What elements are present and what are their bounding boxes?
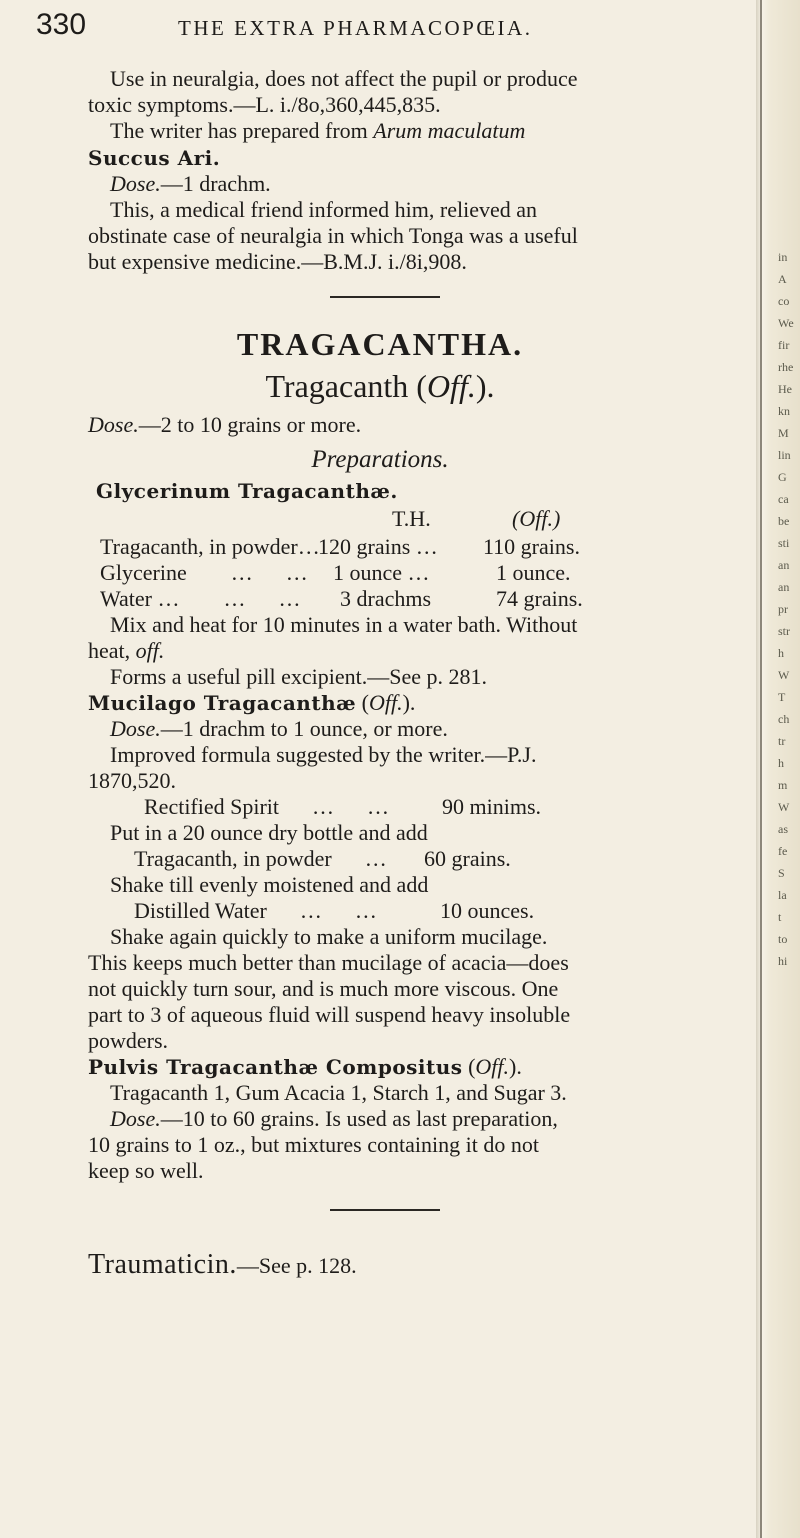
facing-page-fragment: to — [778, 932, 788, 946]
mucilago-rect-value: 90 minims. — [442, 794, 542, 819]
facing-page-fragment: be — [778, 514, 790, 528]
facing-page-fragment: A — [778, 272, 787, 286]
pulvis-line-4: keep so well. — [88, 1158, 204, 1183]
table-row-2-th: 1 ounce … — [333, 560, 430, 585]
mucilago-water-label: Distilled Water … … — [134, 898, 377, 923]
traumaticin-heading: Traumaticin. — [88, 1249, 237, 1280]
facing-page-fragment: t — [778, 910, 782, 924]
mucilago-heading-italic: Off. — [368, 690, 403, 715]
table-row-3-th: 3 drachms — [340, 586, 432, 611]
pulvis-heading — [88, 1054, 522, 1080]
tragacanth-subheading — [0, 368, 760, 405]
section-divider-1 — [330, 296, 440, 298]
table-row-2-off: 1 ounce. — [496, 560, 571, 585]
mucilago-trag-label: Tragacanth, in powder … — [134, 846, 387, 871]
glycerinum-heading: Glycerinum Tragacanthæ. — [96, 479, 398, 503]
mucilago-heading — [88, 690, 415, 716]
tragacanth-dose-label: Dose. — [88, 412, 139, 437]
page-number: 330 — [36, 8, 87, 41]
pulvis-dose-label: Dose. — [110, 1106, 161, 1131]
mucilago-body-2: This keeps much better than mucilage of acacia—does — [88, 950, 569, 975]
mucilago-heading-name: Mucilago Tragacanthæ — [88, 691, 357, 715]
mucilago-shake: Shake till evenly moistened and add — [110, 872, 429, 897]
facing-page-fragment: We — [778, 316, 794, 330]
pulvis-line-3: 10 grains to 1 oz., but mixtures containing it do not — [88, 1132, 539, 1157]
succus-note-1: This, a medical friend informed him, relieved an — [110, 197, 538, 222]
facing-page-fragment: lin — [778, 448, 791, 462]
table-row-2-ingredient: Glycerine … … — [100, 560, 308, 585]
intro-line-3-italic: Arum maculatum — [373, 118, 526, 143]
tragacanth-dose — [88, 412, 361, 438]
tragacanth-dose-text: —2 to 10 grains or more. — [138, 412, 362, 437]
mucilago-body-4: part to 3 of aqueous fluid will suspend heavy insoluble — [88, 1002, 571, 1027]
pulvis-heading-paren: ( — [462, 1054, 476, 1079]
mucilago-heading-paren: ( — [356, 690, 369, 715]
tragacanth-subheading-end: ). — [475, 368, 495, 404]
facing-page-fragment: He — [778, 382, 792, 396]
mucilago-water-value: 10 ounces. — [440, 898, 535, 923]
intro-line-1: Use in neuralgia, does not affect the pupil or produce — [110, 66, 578, 91]
facing-page-fragment: tr — [778, 734, 786, 748]
table-row-1-off: 110 grains. — [483, 534, 580, 559]
facing-page-fragment: pr — [778, 602, 788, 616]
facing-page-fragment: W — [778, 668, 790, 682]
facing-page-fragment: T — [778, 690, 786, 704]
facing-page-fragment: rhe — [778, 360, 794, 374]
facing-page-fragment: an — [778, 558, 790, 572]
facing-page-fragment: fir — [778, 338, 790, 352]
succus-note-2: obstinate case of neuralgia in which Tonga was a useful — [88, 223, 578, 248]
glycerinum-mix-2-text: heat, — [88, 638, 136, 663]
facing-page-fragment: sti — [778, 536, 790, 550]
glycerinum-mix-2 — [88, 638, 164, 664]
facing-page-fragment: co — [778, 294, 790, 308]
facing-page-fragment: M — [778, 426, 789, 440]
pulvis-heading-end: ). — [509, 1054, 522, 1079]
facing-page-fragment: kn — [778, 404, 790, 418]
succus-note-3: but expensive medicine.—B.M.J. i./8i,908. — [88, 249, 467, 274]
intro-line-2: toxic symptoms.—L. i./8o,360,445,835. — [88, 92, 441, 117]
facing-page-fragment: m — [778, 778, 788, 792]
column-header-off: (Off.) — [512, 506, 561, 531]
facing-page-fragment: ch — [778, 712, 790, 726]
facing-page-fragment: h — [778, 646, 784, 660]
facing-page-fragment: S — [778, 866, 785, 880]
pulvis-heading-italic: Off. — [475, 1054, 510, 1079]
mucilago-trag-value: 60 grains. — [424, 846, 511, 871]
succus-dose-label: Dose. — [110, 171, 161, 196]
intro-line-3-text: The writer has prepared from — [110, 118, 374, 143]
glycerinum-mix-1: Mix and heat for 10 minutes in a water bath. Without — [110, 612, 578, 637]
pulvis-heading-name: Pulvis Tragacanthæ Compositus — [88, 1055, 463, 1079]
facing-page-fragment: an — [778, 580, 790, 594]
table-row-1-th: 120 grains … — [318, 534, 438, 559]
section-divider-2 — [330, 1209, 440, 1211]
succus-dose — [110, 171, 271, 197]
glycerinum-forms: Forms a useful pill excipient.—See p. 281. — [110, 664, 487, 689]
tragacanth-subheading-italic: Off. — [426, 368, 476, 404]
table-row-1-ingredient: Tragacanth, in powder… — [100, 534, 320, 559]
facing-page-fragment: la — [778, 888, 787, 902]
facing-page-fragment: str — [778, 624, 790, 638]
facing-page-fragment: W — [778, 800, 790, 814]
glycerinum-mix-2-italic: off. — [135, 638, 165, 663]
traumaticin-ref: —See p. 128. — [236, 1253, 357, 1278]
mucilago-body-3: not quickly turn sour, and is much more viscous. One — [88, 976, 559, 1001]
table-row-3-ingredient: Water … … … — [100, 586, 301, 611]
mucilago-body-5: powders. — [88, 1028, 169, 1053]
binding-rule — [760, 0, 762, 1538]
succus-heading: Succus Ari. — [88, 146, 221, 170]
pulvis-dose — [110, 1106, 558, 1132]
pulvis-line-1: Tragacanth 1, Gum Acacia 1, Starch 1, and Sugar 3. — [110, 1080, 567, 1105]
succus-dose-text: —1 drachm. — [160, 171, 271, 196]
running-header: THE EXTRA PHARMACOPŒIA. — [178, 16, 533, 40]
facing-page-fragment: hi — [778, 954, 788, 968]
facing-page-fragment: fe — [778, 844, 788, 858]
mucilago-dose — [110, 716, 448, 742]
mucilago-dose-text: —1 drachm to 1 ounce, or more. — [160, 716, 448, 741]
facing-page-fragment: ca — [778, 492, 789, 506]
preparations-heading: Preparations. — [311, 446, 449, 473]
facing-page-fragment: in — [778, 250, 788, 264]
facing-page-fragment: as — [778, 822, 788, 836]
traumaticin-entry — [88, 1249, 357, 1280]
mucilago-improved-2: 1870,520. — [88, 768, 176, 793]
tragacantha-heading: TRAGACANTHA. — [236, 326, 524, 362]
facing-page-fragment: h — [778, 756, 784, 770]
tragacanth-subheading-text: Tragacanth ( — [265, 368, 427, 404]
intro-line-3 — [110, 118, 525, 144]
mucilago-rect-label: Rectified Spirit … … — [144, 794, 390, 819]
mucilago-heading-end: ). — [402, 690, 416, 715]
mucilago-body-1: Shake again quickly to make a uniform mucilage. — [110, 924, 548, 949]
table-row-3-off: 74 grains. — [496, 586, 583, 611]
column-header-th: T.H. — [392, 506, 431, 531]
mucilago-improved-1: Improved formula suggested by the writer.—P.J. — [110, 742, 537, 767]
pulvis-dose-text: —10 to 60 grains. Is used as last preparation, — [160, 1106, 558, 1131]
mucilago-put: Put in a 20 ounce dry bottle and add — [110, 820, 428, 845]
facing-page-edge — [756, 0, 800, 1538]
facing-page-fragment: G — [778, 470, 787, 484]
mucilago-dose-label: Dose. — [110, 716, 161, 741]
